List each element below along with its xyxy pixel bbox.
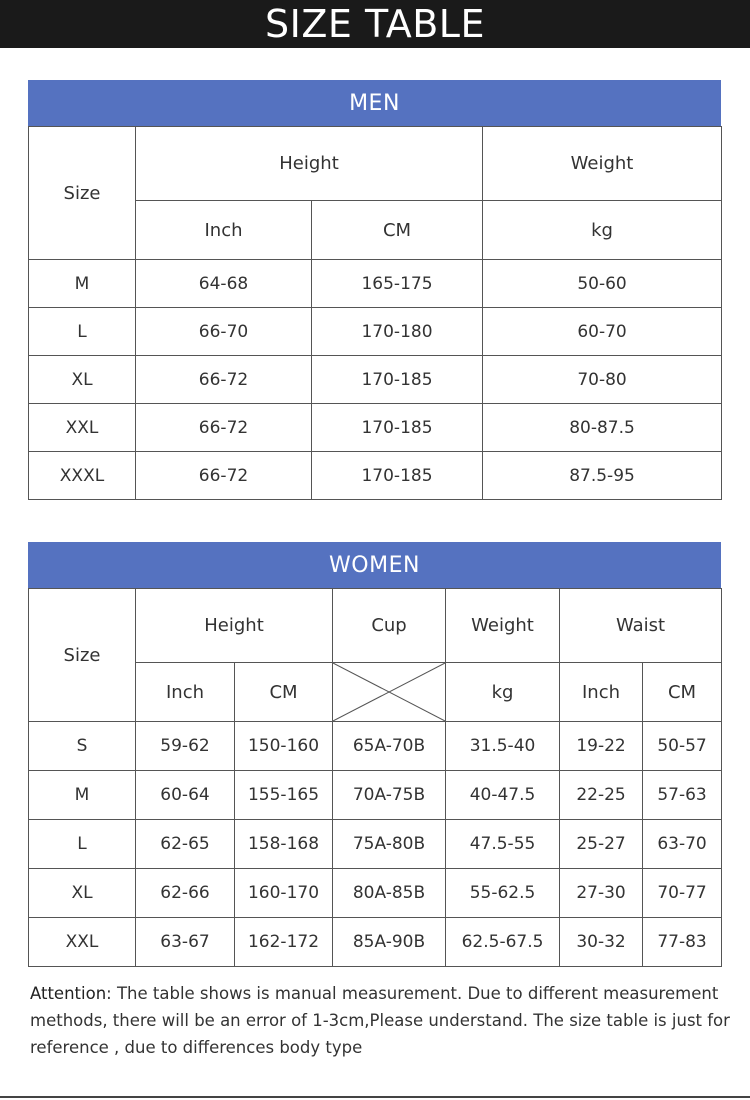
- value-cell: 162-172: [235, 918, 333, 967]
- value-cell: 31.5-40: [446, 722, 560, 771]
- table-row: [29, 260, 722, 308]
- value-cell: 160-170: [235, 869, 333, 918]
- size-cell: XXL: [29, 404, 136, 452]
- value-cell: 170-185: [312, 356, 483, 404]
- women-section-header: WOMEN: [28, 542, 721, 588]
- value-cell: 64-68: [136, 260, 312, 308]
- value-cell: 62-66: [136, 869, 235, 918]
- size-cell: M: [29, 771, 136, 820]
- table-row: [29, 771, 722, 820]
- value-cell: 63-67: [136, 918, 235, 967]
- value-cell: 170-185: [312, 452, 483, 500]
- value-cell: 47.5-55: [446, 820, 560, 869]
- value-cell: 62-65: [136, 820, 235, 869]
- value-cell: 87.5-95: [483, 452, 722, 500]
- value-cell: 158-168: [235, 820, 333, 869]
- value-cell: 50-57: [643, 722, 722, 771]
- value-cell: 59-62: [136, 722, 235, 771]
- size-cell: M: [29, 260, 136, 308]
- women-size-header: Size: [29, 589, 136, 722]
- size-cell: XXL: [29, 918, 136, 967]
- size-cell: XL: [29, 869, 136, 918]
- women-rows: [29, 722, 722, 967]
- women-waist-cm-subheader: CM: [643, 663, 722, 722]
- value-cell: 85A-90B: [333, 918, 446, 967]
- value-cell: 77-83: [643, 918, 722, 967]
- value-cell: 150-160: [235, 722, 333, 771]
- value-cell: 50-60: [483, 260, 722, 308]
- value-cell: 80A-85B: [333, 869, 446, 918]
- women-height-header: Height: [136, 589, 333, 663]
- value-cell: 66-72: [136, 452, 312, 500]
- table-row: [29, 918, 722, 967]
- men-section-header: MEN: [28, 80, 721, 126]
- value-cell: 25-27: [560, 820, 643, 869]
- men-cm-subheader: CM: [312, 201, 483, 260]
- value-cell: 65A-70B: [333, 722, 446, 771]
- women-cup-empty-cell: [333, 663, 446, 722]
- women-waist-header: Waist: [560, 589, 722, 663]
- men-weight-header: Weight: [483, 127, 722, 201]
- table-row: [29, 452, 722, 500]
- value-cell: 22-25: [560, 771, 643, 820]
- women-cup-header: Cup: [333, 589, 446, 663]
- women-size-table: [28, 588, 722, 967]
- men-inch-subheader: Inch: [136, 201, 312, 260]
- women-waist-inch-subheader: Inch: [560, 663, 643, 722]
- men-size-section: [28, 80, 721, 500]
- value-cell: 40-47.5: [446, 771, 560, 820]
- value-cell: 62.5-67.5: [446, 918, 560, 967]
- value-cell: 155-165: [235, 771, 333, 820]
- value-cell: 60-70: [483, 308, 722, 356]
- women-weight-header: Weight: [446, 589, 560, 663]
- attention-note: [30, 980, 730, 1061]
- value-cell: 70-80: [483, 356, 722, 404]
- size-cell: S: [29, 722, 136, 771]
- value-cell: 70-77: [643, 869, 722, 918]
- women-kg-subheader: kg: [446, 663, 560, 722]
- cross-lines-icon: [333, 663, 445, 721]
- value-cell: 63-70: [643, 820, 722, 869]
- men-height-header: Height: [136, 127, 483, 201]
- women-height-inch-subheader: Inch: [136, 663, 235, 722]
- table-row: [29, 404, 722, 452]
- table-row: [29, 722, 722, 771]
- bottom-divider: [0, 1096, 750, 1098]
- value-cell: 170-180: [312, 308, 483, 356]
- size-cell: L: [29, 308, 136, 356]
- attention-text: : The table shows is manual measurement. Due to different measurement methods, there will be an error of 1-3cm,Please understand. The size table is just for reference , due to differences body type: [30, 984, 730, 1057]
- value-cell: 70A-75B: [333, 771, 446, 820]
- value-cell: 66-72: [136, 404, 312, 452]
- value-cell: 66-72: [136, 356, 312, 404]
- value-cell: 80-87.5: [483, 404, 722, 452]
- women-height-cm-subheader: CM: [235, 663, 333, 722]
- value-cell: 170-185: [312, 404, 483, 452]
- value-cell: 66-70: [136, 308, 312, 356]
- table-row: [29, 820, 722, 869]
- value-cell: 19-22: [560, 722, 643, 771]
- men-kg-subheader: kg: [483, 201, 722, 260]
- attention-label: Attention: [30, 984, 107, 1003]
- table-row: [29, 356, 722, 404]
- value-cell: 55-62.5: [446, 869, 560, 918]
- size-cell: L: [29, 820, 136, 869]
- size-cell: XL: [29, 356, 136, 404]
- value-cell: 75A-80B: [333, 820, 446, 869]
- men-size-table: [28, 126, 722, 500]
- value-cell: 57-63: [643, 771, 722, 820]
- men-rows: [29, 260, 722, 500]
- value-cell: 30-32: [560, 918, 643, 967]
- value-cell: 165-175: [312, 260, 483, 308]
- women-size-section: [28, 542, 721, 967]
- value-cell: 27-30: [560, 869, 643, 918]
- size-cell: XXXL: [29, 452, 136, 500]
- table-row: [29, 869, 722, 918]
- value-cell: 60-64: [136, 771, 235, 820]
- table-row: [29, 308, 722, 356]
- page-title: SIZE TABLE: [0, 0, 750, 48]
- men-size-header: Size: [29, 127, 136, 260]
